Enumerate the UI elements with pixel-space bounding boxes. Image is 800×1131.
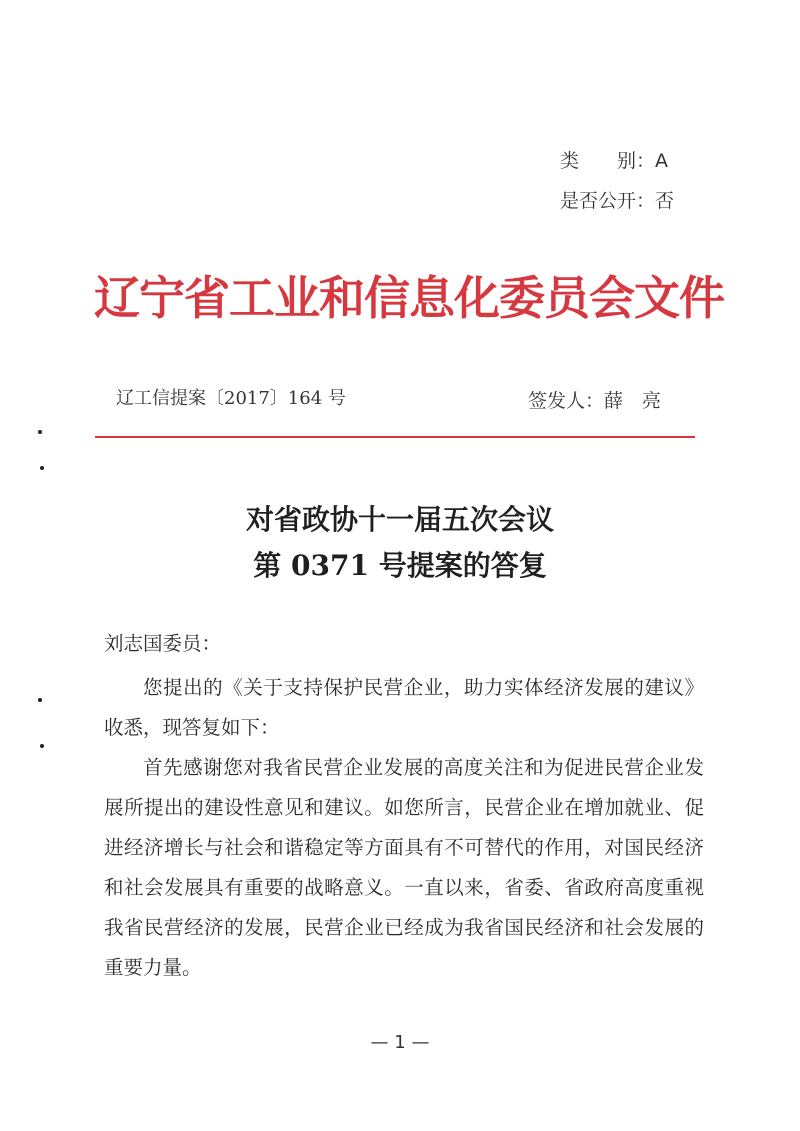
document-number: 辽工信提案〔2017〕164 号 <box>116 388 346 409</box>
header-divider <box>95 436 695 438</box>
body-paragraph-2: 首先感谢您对我省民营企业发展的高度关注和为促进民营企业发展所提出的建设性意见和建议。如您所言，民营企业在增加就业、促进经济增长与社会和谐稳定等方面具有不可替代的作用，对国民经济和社会发展具有重要的战略意义。一直以来，省委、省政府高度重视我省民营经济的发展，民营企业已经成为我省国民经济和社会发展的重要力量。 <box>104 756 704 979</box>
scan-mark <box>40 466 44 470</box>
salutation: 刘志国委员： <box>104 632 222 655</box>
document-public-status: 是否公开：否 <box>560 190 675 212</box>
scan-mark <box>40 744 44 748</box>
body-paragraph-1: 您提出的《关于支持保护民营企业，助力实体经济发展的建议》收悉，现答复如下： <box>104 676 704 739</box>
scan-mark <box>38 430 42 434</box>
scan-mark <box>38 698 42 702</box>
document-title-line-2: 第 0371 号提案的答复 <box>253 549 547 582</box>
document-category: 类 别：A <box>560 150 668 172</box>
document-title-line-1: 对省政协十一届五次会议 <box>245 503 554 536</box>
document-header-title: 辽宁省工业和信息化委员会文件 <box>94 271 724 325</box>
page-number: — 1 — <box>370 1032 430 1053</box>
document-signer: 签发人：薛 亮 <box>528 390 662 412</box>
